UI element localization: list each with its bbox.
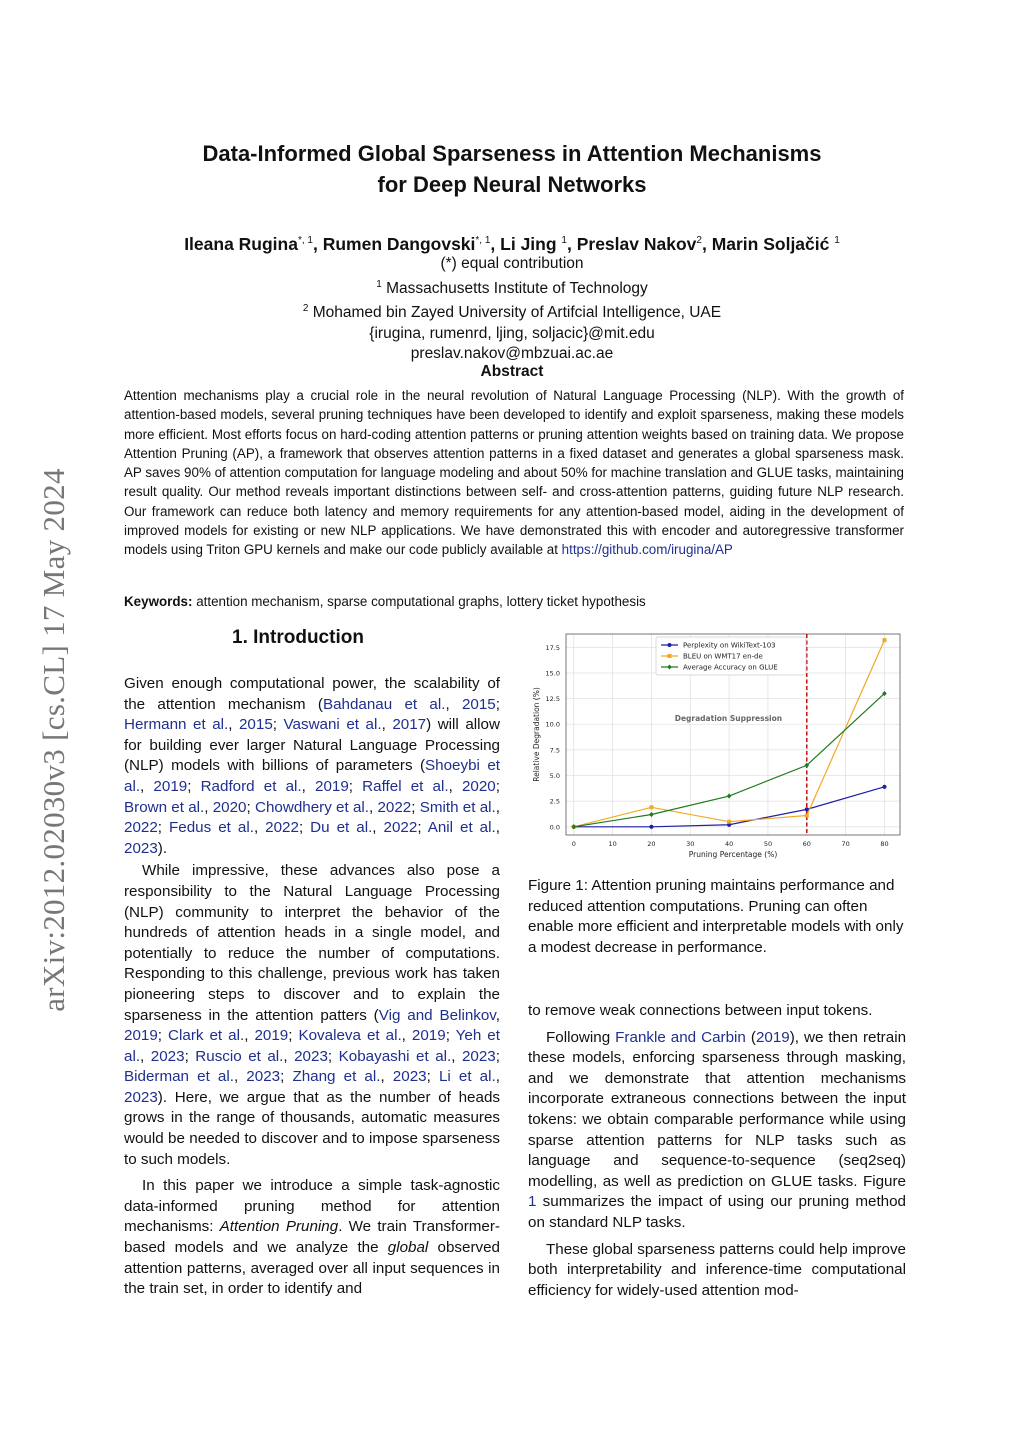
sep: ( <box>745 1028 756 1046</box>
paper-title <box>140 138 884 200</box>
citation[interactable]: 2023 <box>246 1068 281 1086</box>
sep: ; <box>348 777 363 795</box>
affiliation-mit <box>120 275 904 300</box>
x-tick-label: 40 <box>724 840 734 848</box>
figure-1-chart <box>524 628 908 862</box>
citation[interactable]: 2019 <box>153 777 188 795</box>
citation[interactable]: Raffel et al. <box>362 777 449 795</box>
citation[interactable]: Radford et al. <box>200 777 302 795</box>
right-paragraph-2 <box>528 1028 906 1234</box>
citation[interactable]: Zhang et al. <box>292 1068 381 1086</box>
sep: ; <box>272 716 284 734</box>
citation[interactable]: Du et al. <box>310 819 373 837</box>
left-column <box>124 674 500 1300</box>
figure-1-caption: Figure 1: Attention pruning maintains performance and reduced attention computations. Pruning can often enable more efficient and interpretable models with only a modest decrease in performance. <box>528 877 904 956</box>
sep: , <box>495 798 500 816</box>
sep: , <box>495 1068 500 1086</box>
intro-paragraph-1 <box>124 674 500 859</box>
citation[interactable]: Chowdhery et al. <box>254 798 369 816</box>
citation[interactable]: Li et al. <box>438 1068 496 1086</box>
citation[interactable]: 2017 <box>392 716 427 734</box>
citation[interactable]: Frankle and Carbin <box>615 1028 746 1046</box>
author-3: Li Jing <box>500 233 557 254</box>
citation[interactable]: 2015 <box>461 695 496 713</box>
affiliation-mbzuai-sup: 2 <box>302 303 309 315</box>
sep: , <box>372 819 384 837</box>
right-paragraph-1: to remove weak connections between input tokens. <box>528 1002 873 1019</box>
citation[interactable]: 2019 <box>124 1027 158 1045</box>
x-tick-label: 30 <box>686 840 695 848</box>
x-tick-label: 20 <box>647 840 656 848</box>
citation[interactable]: Vaswani et al. <box>283 716 382 734</box>
citation[interactable]: 2020 <box>212 798 247 816</box>
y-tick-label: 12.5 <box>545 695 560 704</box>
citation[interactable]: Smith et al. <box>419 798 496 816</box>
intro-paragraph-2 <box>124 861 500 1170</box>
sep: ; <box>495 1047 500 1065</box>
citation[interactable]: 2019 <box>254 1027 289 1045</box>
author-2-sup: *, 1 <box>475 235 491 246</box>
sep: , <box>381 716 393 734</box>
data-point <box>882 638 886 642</box>
emphasis: global <box>387 1239 429 1257</box>
right-column <box>528 1001 906 1301</box>
citation[interactable]: Vig and Belinkov <box>378 1006 496 1024</box>
emphasis: Attention Pruning <box>219 1218 339 1236</box>
text: ). Here, we argue that as the number of heads grows in the range of thousands, automatic measures would be needed to discover and to impose sparseness to such models. <box>124 1088 500 1168</box>
author-4-sup: 2 <box>696 235 702 246</box>
sep: ; <box>184 1047 196 1065</box>
sep: ; <box>288 1027 299 1045</box>
author-1: Ileana Rugina <box>184 233 298 254</box>
right-paragraph-3: These global sparseness patterns could help improve both interpretability and inference-time computational efficiency for widely-used attention mod- <box>528 1240 906 1299</box>
figure-reference[interactable]: 1 <box>528 1193 537 1211</box>
legend-entry: BLEU on WMT17 en-de <box>683 652 763 661</box>
citation[interactable]: 2023 <box>294 1047 328 1065</box>
citation[interactable]: 2023 <box>124 839 158 857</box>
citation[interactable]: Clark et al. <box>168 1027 245 1045</box>
citation[interactable]: Yeh et al. <box>124 1027 500 1065</box>
citation[interactable]: 2023 <box>461 1047 496 1065</box>
citation[interactable]: 2023 <box>392 1068 427 1086</box>
citation[interactable]: Hermann et al. <box>124 716 229 734</box>
citation[interactable]: 2022 <box>383 819 418 837</box>
y-tick-label: 10.0 <box>545 720 560 729</box>
citation[interactable]: Kobayashi et al. <box>338 1047 452 1065</box>
affiliation-mbzuai-text: Mohamed bin Zayed University of Artifcial Intelligence, UAE <box>312 304 722 322</box>
text: ), we then retrain these models, enforcing sparseness through masking, and we demonstrate that attention mechanisms incorporate extraneous connections between the input tokens: we obtain comparable performance while using sparse attention patterns for NLP tasks such as language and sequence-to-sequence (seq2seq) modelling, as well as prediction on GLUE tasks. Figure <box>528 1028 907 1190</box>
equal-contribution-note: (*) equal contribution <box>440 255 584 272</box>
sep: , <box>233 1068 247 1086</box>
citation[interactable]: Biderman et al. <box>124 1068 234 1086</box>
citation[interactable]: Brown et al. <box>124 798 205 816</box>
sep: , <box>495 819 500 837</box>
sep: ; <box>327 1047 339 1065</box>
sep: , <box>451 1047 462 1065</box>
sep: ; <box>157 819 170 837</box>
sep: ; <box>417 819 428 837</box>
intro-paragraph-3 <box>124 1176 500 1300</box>
sep: ; <box>187 777 201 795</box>
y-tick-label: 7.5 <box>549 746 560 755</box>
citation[interactable]: 2019 <box>755 1028 790 1046</box>
legend-entry: Average Accuracy on GLUE <box>683 663 778 672</box>
sep: ; <box>495 695 500 713</box>
sep: , <box>401 1027 412 1045</box>
email-mbzuai: preslav.nakov@mbzuai.ac.ae <box>410 345 614 363</box>
keywords <box>124 594 904 609</box>
author-2: Rumen Dangovski <box>322 233 476 254</box>
text: While impressive, these advances also pose a responsibility to the Natural Language Processing (NLP) community to interpret the behavior of the hundreds of attention heads in a single model, and potentially to reduce the number of computations. Responding to this challenge, previous work has taken pioneering steps to discover and to explain the sparseness in the attention patters ( <box>124 862 500 1024</box>
data-point <box>882 785 886 789</box>
data-point <box>649 805 653 809</box>
text: . We train Transformer-based models and we analyze the <box>124 1218 500 1257</box>
sep: , <box>448 777 462 795</box>
citation[interactable]: 2023 <box>124 1088 158 1106</box>
sep: , <box>283 1047 295 1065</box>
x-tick-label: 10 <box>608 840 617 848</box>
text: In this paper we introduce a simple task-agnostic data-informed pruning method for attention mechanisms: <box>124 1177 500 1236</box>
sep: ; <box>298 819 311 837</box>
legend-entry: Perplexity on WikiText-103 <box>683 641 776 650</box>
author-4: Preslav Nakov <box>576 233 697 254</box>
abstract-text: Attention mechanisms play a crucial role in the neural revolution of Natural Language Processing (NLP). With the growth of attention-based models, several pruning techniques have been developed to identify and exploit sparseness, making these models more efficient. Most efforts focus on hard-coding attention patterns or pruning attention weights based on training data. We propose Attention Pruning (AP), a framework that observes attention patterns in a fixed dataset and generates a global sparseness mask. AP saves 90% of attention computation for language modeling and about 50% for machine translation and GLUE tasks, maintaining result quality. Our method reveals important distinctions between self- and cross-attention patterns, guiding future NLP research. Our framework can reduce both latency and memory requirements for any attention-based model, aiding in the development of improved models for existing or new NLP applications. We have demonstrated this with encoder and autoregressive transformer models using Triton GPU kernels and make our code publicly available at <box>124 388 904 558</box>
affiliation-mbzuai <box>120 299 904 324</box>
sep: , <box>204 798 213 816</box>
citation[interactable]: 2015 <box>238 716 273 734</box>
citation[interactable]: 2022 <box>265 819 299 837</box>
sep: , <box>445 695 462 713</box>
abstract-body <box>124 386 904 560</box>
citation[interactable]: 2019 <box>411 1027 446 1045</box>
email-mit: {irugina, rumenrd, ljing, soljacic}@mit.edu <box>369 324 655 342</box>
author-5: Marin Soljačić <box>711 233 830 254</box>
citation[interactable]: Anil et al. <box>427 819 496 837</box>
citation[interactable]: 2020 <box>461 777 496 795</box>
affiliations <box>120 254 904 365</box>
x-tick-label: 80 <box>880 840 889 848</box>
title-line-2: for Deep Neural Networks <box>377 172 647 197</box>
sep: , <box>140 777 154 795</box>
y-axis-label: Relative Degradation (%) <box>532 687 541 782</box>
keywords-text: attention mechanism, sparse computational graphs, lottery ticket hypothesis <box>192 594 646 609</box>
data-point <box>727 820 731 824</box>
arxiv-stamp-text: arXiv:2012.02030v3 [cs.CL] 17 May 2024 <box>36 468 71 1012</box>
sep: ; <box>157 1027 169 1045</box>
sep: , <box>140 1047 151 1065</box>
legend-marker <box>668 654 672 658</box>
y-tick-label: 17.5 <box>545 643 560 652</box>
sep: ; <box>411 798 420 816</box>
y-tick-label: 2.5 <box>549 797 560 806</box>
y-tick-label: 15.0 <box>545 669 560 678</box>
text: ). <box>157 839 168 857</box>
x-axis-label: Pruning Percentage (%) <box>688 850 778 859</box>
sep: ; <box>280 1068 293 1086</box>
affiliation-mit-text: Massachusetts Institute of Technology <box>386 279 648 297</box>
citation[interactable]: Fedus et al. <box>169 819 254 837</box>
citation[interactable]: 2023 <box>150 1047 185 1065</box>
sep: ; <box>246 798 255 816</box>
abstract-heading: Abstract <box>480 363 544 380</box>
sep: , <box>495 1006 501 1024</box>
degradation-suppression-annotation: Degradation Suppression <box>674 714 783 724</box>
text: Given enough computational power, the scalability of the attention mechanism ( <box>124 675 500 713</box>
keywords-label: Keywords: <box>124 594 193 609</box>
text: Following <box>546 1028 616 1046</box>
code-link[interactable]: https://github.com/irugina/AP <box>561 542 733 558</box>
sep: ; <box>426 1068 439 1086</box>
citation[interactable]: Kovaleva et al. <box>298 1027 402 1045</box>
y-tick-label: 0.0 <box>549 823 560 832</box>
sep: ; <box>495 777 500 795</box>
x-tick-label: 70 <box>841 840 850 848</box>
x-tick-label: 60 <box>802 840 811 848</box>
sep: , <box>369 798 378 816</box>
data-point <box>649 825 653 829</box>
author-1-sup: *, 1 <box>297 235 313 246</box>
citation[interactable]: Shoeybi et al. <box>124 757 500 795</box>
x-tick-label: 0 <box>571 840 576 848</box>
affiliation-mit-sup: 1 <box>376 278 382 290</box>
sep: , <box>228 716 239 734</box>
citation[interactable]: Ruscio et al. <box>195 1047 284 1065</box>
text: observed attention patterns, averaged over all input sequences in the train set, in order to identify and <box>124 1239 500 1298</box>
text: summarizes the impact of using our pruning method on standard NLP tasks. <box>528 1193 906 1231</box>
legend-marker <box>668 643 672 647</box>
data-point <box>805 814 809 818</box>
y-tick-label: 5.0 <box>549 772 560 781</box>
sep: , <box>380 1068 393 1086</box>
citation[interactable]: 2022 <box>377 798 412 816</box>
author-list: Ileana Rugina$^{*, 1}$, Rumen Dangovski$^{*, 1}$, Li Jing $^1$, Preslav Nakov$^2$, Marin Soljačić $^1$ <box>184 233 840 254</box>
citation[interactable]: 2022 <box>124 819 158 837</box>
author-3-sup: 1 <box>561 235 567 246</box>
text: ) will allow for building ever larger Natural Language Processing (NLP) models with billions of parameters ( <box>124 716 500 775</box>
x-tick-label: 50 <box>763 840 773 848</box>
sep: ; <box>445 1027 456 1045</box>
sep: , <box>253 819 266 837</box>
author-5-sup: 1 <box>834 235 840 246</box>
sep: , <box>301 777 315 795</box>
sep: , <box>244 1027 255 1045</box>
citation[interactable]: 2019 <box>315 777 349 795</box>
section-heading-introduction: 1. Introduction <box>232 627 364 648</box>
citation[interactable]: Bahdanau et al. <box>322 695 446 713</box>
title-line-1: Data-Informed Global Sparseness in Attention Mechanisms <box>202 141 822 166</box>
